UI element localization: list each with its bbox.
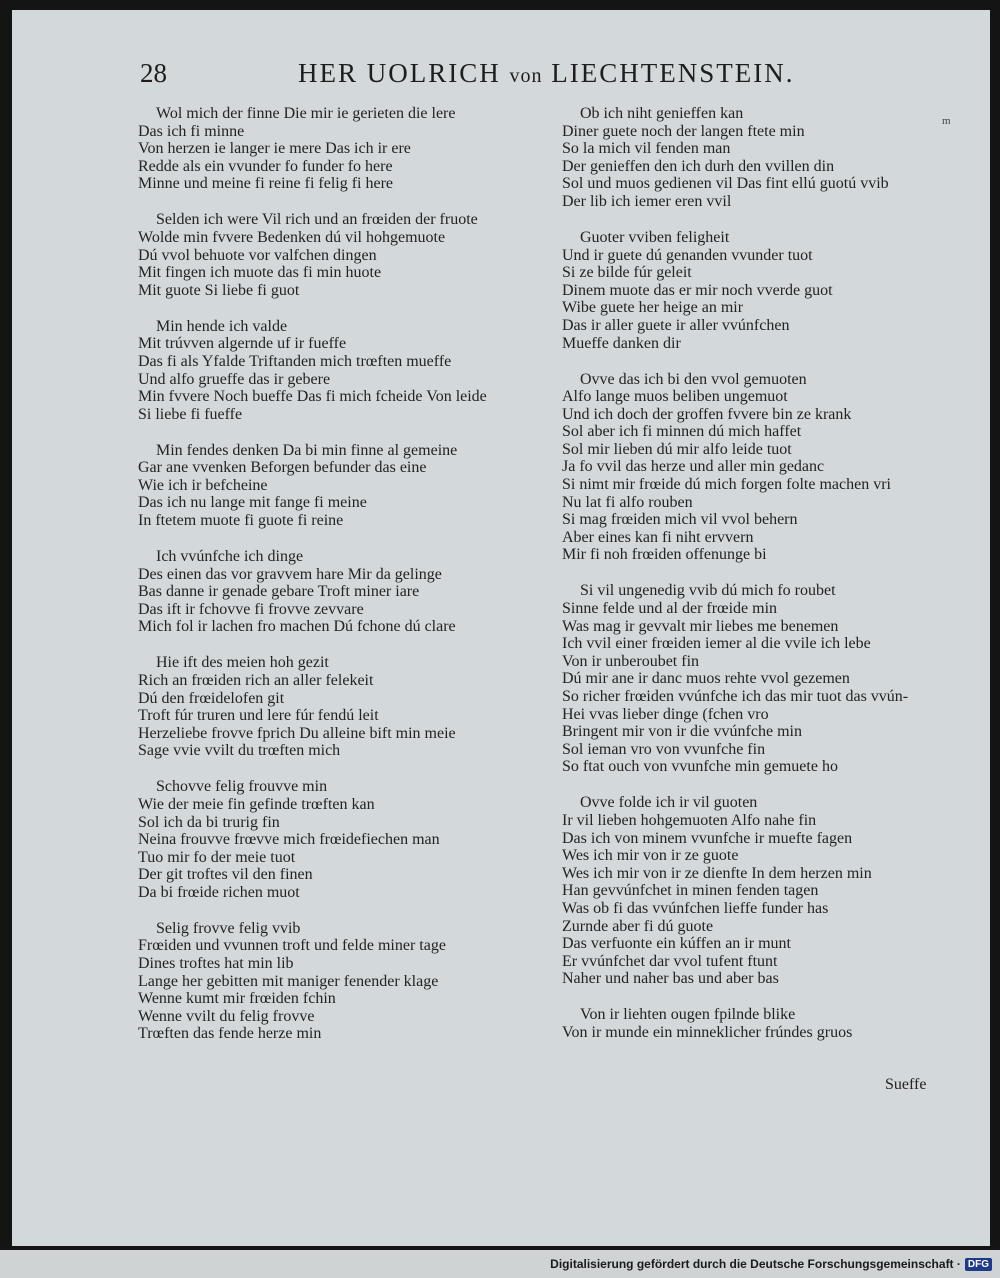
verse-line: Wenne vvilt du felig frovve xyxy=(138,1007,315,1025)
left-column xyxy=(138,105,568,1061)
title-main: HER UOLRICH xyxy=(298,58,510,88)
verse-line: Han gevvúnfchet in minen fenden tagen xyxy=(562,882,819,900)
verse-line: Ovve das ich bi den vvol gemuoten xyxy=(580,370,807,388)
verse-line: Mueffe danken dir xyxy=(562,334,681,352)
verse-line: Trœften das fende herze min xyxy=(138,1025,322,1043)
verse-line: Das ich fi minne xyxy=(138,122,245,140)
verse-line: Sol ich da bi trurig fin xyxy=(138,813,280,831)
verse-line: Sinne felde und al der frœide min xyxy=(562,600,778,618)
verse-line: Selig frovve felig vvib xyxy=(156,919,301,937)
page-header xyxy=(12,58,990,98)
verse-line: Ja fo vvil das herze und aller min gedanc xyxy=(562,458,825,476)
verse-line: Sol aber ich fi minnen dú mich haffet xyxy=(562,423,802,441)
verse-line: Wibe guete her heige an mir xyxy=(562,299,744,317)
running-title xyxy=(298,58,794,89)
stanza xyxy=(138,778,568,901)
verse-line: Von ir liehten ougen fpilnde blike xyxy=(580,1006,796,1024)
verse-line: Dines troftes hat min lib xyxy=(138,955,294,973)
verse-line: Dinem muote das er mir noch vverde guot xyxy=(562,281,833,299)
stanza xyxy=(562,105,982,211)
verse-line: Bringent mir von ir die vvúnfche min xyxy=(562,723,802,741)
verse-line: So ftat ouch von vvunfche min gemuete ho xyxy=(562,758,838,776)
margin-mark: m xyxy=(942,115,951,127)
stanza xyxy=(138,442,568,530)
verse-line: Mit trúvven algernde uf ir fueffe xyxy=(138,335,347,353)
stanza xyxy=(562,371,982,565)
footer-credit: Digitalisierung gefördert durch die Deutsche Forschungsgemeinschaft · xyxy=(550,1257,961,1271)
verse-line: Hie ift des meien hoh gezit xyxy=(156,654,329,672)
verse-line: Naher und naher bas und aber bas xyxy=(562,970,779,988)
verse-line: Der genieffen den ich durh den vvillen din xyxy=(562,157,835,175)
verse-line: Schovve felig frouvve min xyxy=(156,778,328,796)
verse-line: Mir fi noh frœiden offenunge bi xyxy=(562,546,767,564)
verse-line: Redde als ein vvunder fo funder fo here xyxy=(138,157,393,175)
verse-line: Selden ich were Vil rich und an frœiden der fruote xyxy=(156,211,478,229)
catchword: Sueffe xyxy=(885,1076,927,1093)
verse-line: Min fvvere Noch bueffe Das fi mich fcheide Von leide xyxy=(138,388,487,406)
verse-line: Ir vil lieben hohgemuoten Alfo nahe fin xyxy=(562,811,817,829)
verse-line: Ovve folde ich ir vil guoten xyxy=(580,794,758,812)
verse-line: Das verfuonte ein kúffen an ir munt xyxy=(562,935,791,953)
verse-line: Si nimt mir frœide dú mich forgen folte machen vri xyxy=(562,476,891,494)
verse-line: Das fi als Yfalde Triftanden mich trœften mueffe xyxy=(138,352,452,370)
verse-line: Ich vvúnfche ich dinge xyxy=(156,548,304,566)
verse-line: Von ir munde ein minneklicher frúndes gruos xyxy=(562,1023,853,1041)
verse-line: Wes ich mir von ir ze guote xyxy=(562,847,739,865)
verse-line: Und ir guete dú genanden vvunder tuot xyxy=(562,246,813,264)
verse-line: So richer frœiden vvúnfche ich das mir tuot das vvún- xyxy=(562,687,909,705)
verse-line: Tuo mir fo der meie tuot xyxy=(138,848,296,866)
verse-line: Sol und muos gedienen vil Das fint ellú guotú vvib xyxy=(562,175,889,193)
verse-line: Mit fingen ich muote das fi min huote xyxy=(138,264,382,282)
verse-line: Von herzen ie langer ie mere Das ich ir ere xyxy=(138,140,411,158)
verse-line: Der git troftes vil den finen xyxy=(138,866,313,884)
stanza xyxy=(562,794,982,988)
verse-line: Sol mir lieben dú mir alfo leide tuot xyxy=(562,440,792,458)
verse-line: Diner guete noch der langen ftete min xyxy=(562,122,805,140)
verse-line: Was ob fi das vvúnfchen lieffe funder has xyxy=(562,899,829,917)
title-von: von xyxy=(509,65,543,87)
verse-line: Er vvúnfchet dar vvol tufent ftunt xyxy=(562,952,778,970)
stanza xyxy=(562,229,982,352)
stanza xyxy=(138,654,568,760)
verse-line: Herzeliebe frovve fprich Du alleine bift min meie xyxy=(138,724,456,742)
stanza xyxy=(138,211,568,299)
verse-line: Si liebe fi fueffe xyxy=(138,405,243,423)
verse-line: Troft fúr truren und lere fúr fendú leit xyxy=(138,707,379,725)
stanza xyxy=(138,318,568,424)
verse-line: Min hende ich valde xyxy=(156,317,288,335)
verse-line: Si ze bilde fúr geleit xyxy=(562,264,692,282)
verse-line: Zurnde aber fi dú guote xyxy=(562,917,714,935)
verse-line: Dú mir ane ir danc muos rehte vvol gezemen xyxy=(562,670,850,688)
verse-line: Des einen das vor gravvem hare Mir da gelinge xyxy=(138,565,442,583)
stanza xyxy=(138,548,568,636)
verse-line: Und ich doch der groffen fvvere bin ze krank xyxy=(562,405,852,423)
stanza xyxy=(562,582,982,776)
verse-line: Der lib ich iemer eren vvil xyxy=(562,192,732,210)
verse-line: Wenne kumt mir frœiden fchin xyxy=(138,990,336,1008)
verse-line: Wes ich mir von ir ze dienfte In dem herzen min xyxy=(562,864,872,882)
verse-line: Nu lat fi alfo rouben xyxy=(562,493,693,511)
dfg-logo-icon: DFG xyxy=(965,1258,992,1271)
verse-line: Bas danne ir genade gebare Troft miner iare xyxy=(138,583,420,601)
page-number: 28 xyxy=(140,58,167,88)
verse-line: Das ich von minem vvunfche ir muefte fagen xyxy=(562,829,853,847)
verse-line: Min fendes denken Da bi min finne al gemeine xyxy=(156,441,458,459)
verse-line: Mich fol ir lachen fro machen Dú fchone dú clare xyxy=(138,618,456,636)
verse-line: Guoter vviben feligheit xyxy=(580,228,730,246)
verse-line: Aber eines kan fi niht ervvern xyxy=(562,528,754,546)
verse-line: Wie ich ir befcheine xyxy=(138,476,268,494)
footer xyxy=(550,1255,992,1273)
verse-line: Sage vvie vvilt du trœften mich xyxy=(138,742,341,760)
verse-line: Das ift ir fchovve fi frovve zevvare xyxy=(138,600,364,618)
title-end: LIECHTENSTEIN. xyxy=(542,58,795,88)
verse-line: Mit guote Si liebe fi guot xyxy=(138,281,300,299)
verse-line: Wie der meie fin gefinde trœften kan xyxy=(138,795,375,813)
stanza xyxy=(138,920,568,1043)
verse-line: Und alfo grueffe das ir gebere xyxy=(138,370,331,388)
verse-line: Dú vvol behuote vor valfchen dingen xyxy=(138,246,377,264)
book-page xyxy=(12,10,990,1246)
verse-line: Frœiden und vvunnen troft und felde miner tage xyxy=(138,937,446,955)
stanza xyxy=(562,1006,982,1041)
verse-line: Von ir unberoubet fin xyxy=(562,652,700,670)
verse-line: Neina frouvve frœvve mich frœidefiechen man xyxy=(138,831,440,849)
verse-line: Sol ieman vro von vvunfche fin xyxy=(562,740,766,758)
verse-line: Dú den frœidelofen git xyxy=(138,689,285,707)
verse-line: Gar ane vvenken Beforgen befunder das eine xyxy=(138,459,427,477)
verse-line: So la mich vil fenden man xyxy=(562,140,731,158)
verse-line: Das ich nu lange mit fange fi meine xyxy=(138,494,367,512)
verse-line: Si vil ungenedig vvib dú mich fo roubet xyxy=(580,582,836,600)
verse-line: In ftetem muote fi guote fi reine xyxy=(138,512,344,530)
verse-line: Si mag frœiden mich vil vvol behern xyxy=(562,511,798,529)
verse-line: Ob ich niht genieffen kan xyxy=(580,105,744,122)
verse-line: Minne und meine fi reine fi felig fi here xyxy=(138,175,394,193)
verse-line: Wolde min fvvere Bedenken dú vil hohgemuote xyxy=(138,228,446,246)
verse-line: Da bi frœide richen muot xyxy=(138,883,300,901)
verse-line: Ich vvil einer frœiden iemer al die vvile ich lebe xyxy=(562,635,871,653)
verse-line: Alfo lange muos beliben ungemuot xyxy=(562,388,788,406)
right-column xyxy=(562,105,982,1060)
verse-line: Das ir aller guete ir aller vvúnfchen xyxy=(562,316,790,334)
verse-line: Was mag ir gevvalt mir liebes me benemen xyxy=(562,617,839,635)
verse-line: Hei vvas lieber dinge (fchen vro xyxy=(562,705,769,723)
stanza xyxy=(138,105,568,193)
verse-line: Wol mich der finne Die mir ie gerieten die lere xyxy=(156,105,456,122)
verse-line: Lange her gebitten mit maniger fenender klage xyxy=(138,972,439,990)
verse-line: Rich an frœiden rich an aller felekeit xyxy=(138,671,374,689)
